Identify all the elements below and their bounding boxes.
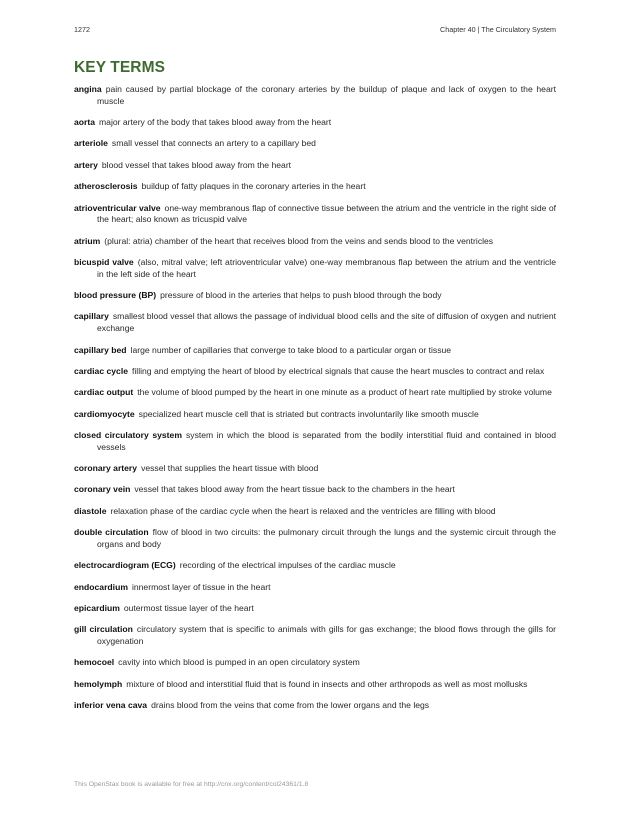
glossary-definition: relaxation phase of the cardiac cycle when the heart is relaxed and the ventricles are filling with blood [110, 505, 496, 516]
glossary-entry [74, 409, 556, 421]
glossary-entry [74, 560, 556, 572]
glossary-definition: smallest blood vessel that allows the passage of individual blood cells and the site of diffusion of oxygen and nutrient exchange [97, 311, 556, 334]
glossary-definition: circulatory system that is specific to animals with gills for gas exchange; the blood flows through the gills for oxygenation [97, 624, 556, 647]
key-terms-list [74, 84, 556, 722]
glossary-term: gill circulation [74, 624, 133, 635]
glossary-term: angina [74, 84, 102, 94]
glossary-definition: cavity into which blood is pumped in an open circulatory system [118, 657, 360, 668]
glossary-definition: flow of blood in two circuits: the pulmonary circuit through the lungs and the systemic circuit through the organs and body [97, 527, 556, 549]
glossary-entry [74, 366, 556, 378]
glossary-entry [74, 84, 556, 108]
glossary-definition: mixture of blood and interstitial fluid that is found in insects and other arthropods as well as most mollusks [126, 678, 528, 689]
glossary-term: cardiomyocyte [74, 408, 135, 419]
glossary-entry [74, 345, 556, 357]
glossary-entry [74, 603, 556, 615]
glossary-entry [74, 582, 556, 594]
glossary-definition: (plural: atria) chamber of the heart that receives blood from the veins and sends blood to the ventricles [104, 235, 494, 246]
section-title: KEY TERMS [74, 59, 166, 76]
glossary-entry [74, 387, 556, 399]
page-footer: This OpenStax book is available for free at http://cnx.org/content/col24361/1.8 [74, 781, 309, 788]
glossary-term: atrioventricular valve [74, 202, 161, 213]
glossary-definition: innermost layer of tissue in the heart [131, 581, 271, 592]
glossary-term: diastole [74, 505, 107, 516]
glossary-entry [74, 236, 556, 248]
glossary-entry [74, 679, 556, 691]
glossary-definition: filling and emptying the heart of blood by electrical signals that cause the heart muscles to contract and relax [132, 365, 545, 376]
page-number: 1272 [74, 25, 90, 34]
running-head: Chapter 40 | The Circulatory System [440, 25, 556, 34]
glossary-term: endocardium [74, 581, 128, 592]
glossary-definition: vessel that supplies the heart tissue with blood [141, 463, 319, 474]
glossary-definition: blood vessel that takes blood away from the heart [101, 159, 292, 170]
glossary-definition: system in which the blood is separated from the bodily interstitial fluid and contained in blood vessels [97, 430, 556, 452]
glossary-entry [74, 484, 556, 496]
glossary-definition: large number of capillaries that converge to take blood to a particular organ or tissue [130, 344, 452, 355]
glossary-term: atrium [74, 235, 101, 246]
glossary-definition: one-way membranous flap of connective tissue between the atrium and the ventricle in the right side of the heart; also known as tricuspid valve [97, 202, 557, 225]
page-header [74, 25, 556, 37]
glossary-term: closed circulatory system [74, 430, 182, 440]
glossary-definition: pain caused by partial blockage of the coronary arteries by the buildup of plaque and lack of oxygen to the heart muscle [97, 84, 556, 106]
glossary-entry [74, 527, 556, 551]
glossary-term: bicuspid valve [74, 257, 134, 267]
glossary-definition: major artery of the body that takes blood away from the heart [99, 117, 332, 128]
glossary-entry [74, 657, 556, 669]
glossary-definition: small vessel that connects an artery to a capillary bed [111, 138, 316, 149]
glossary-definition: buildup of fatty plaques in the coronary arteries in the heart [141, 181, 366, 192]
glossary-entry [74, 181, 556, 193]
glossary-entry [74, 138, 556, 150]
glossary-term: arteriole [74, 138, 108, 149]
glossary-entry [74, 506, 556, 518]
glossary-entry [74, 257, 556, 281]
glossary-definition: pressure of blood in the arteries that helps to push blood through the body [160, 290, 442, 301]
glossary-entry [74, 290, 556, 302]
glossary-term: capillary bed [74, 344, 127, 355]
glossary-term: capillary [74, 311, 109, 322]
glossary-term: inferior vena cava [74, 700, 148, 711]
glossary-term: epicardium [74, 603, 120, 613]
glossary-entry [74, 117, 556, 129]
glossary-term: hemolymph [74, 678, 123, 689]
glossary-definition: (also, mitral valve; left atrioventricular valve) one-way membranous flap between the atrium and the ventricle in the left side of the heart [97, 257, 556, 279]
glossary-term: cardiac cycle [74, 365, 128, 376]
glossary-entry [74, 311, 556, 335]
glossary-term: atherosclerosis [74, 181, 138, 192]
glossary-definition: specialized heart muscle cell that is striated but contracts involuntarily like smooth muscle [138, 408, 479, 419]
glossary-entry [74, 624, 556, 648]
glossary-entry [74, 203, 556, 227]
glossary-term: hemocoel [74, 657, 115, 668]
glossary-definition: drains blood from the veins that come from the lower organs and the legs [151, 700, 430, 711]
glossary-term: coronary artery [74, 463, 138, 474]
glossary-entry [74, 430, 556, 454]
glossary-entry [74, 700, 556, 712]
glossary-definition: outermost tissue layer of the heart [123, 603, 254, 613]
glossary-term: electrocardiogram (ECG) [74, 560, 176, 571]
glossary-definition: the volume of blood pumped by the heart in one minute as a product of heart rate multiplied by stroke volume [137, 387, 552, 398]
glossary-term: aorta [74, 117, 96, 128]
glossary-entry [74, 160, 556, 172]
glossary-term: artery [74, 159, 98, 170]
glossary-term: coronary vein [74, 484, 131, 495]
glossary-term: cardiac output [74, 387, 134, 398]
glossary-entry [74, 463, 556, 475]
glossary-definition: vessel that takes blood away from the heart tissue back to the chambers in the heart [134, 484, 455, 495]
glossary-term: blood pressure (BP) [74, 290, 157, 301]
glossary-term: double circulation [74, 527, 149, 538]
glossary-definition: recording of the electrical impulses of the cardiac muscle [179, 560, 396, 571]
